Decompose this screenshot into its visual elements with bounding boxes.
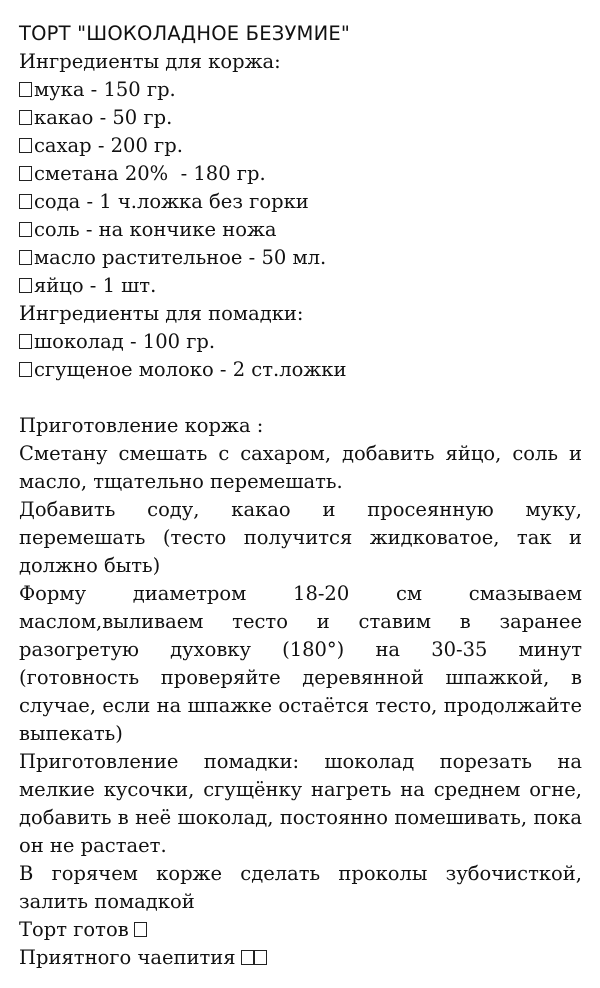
list-item bbox=[19, 76, 582, 104]
ingredient-text: шоколад - 100 гр. bbox=[34, 330, 216, 353]
checkbox-icon bbox=[19, 82, 32, 97]
checkbox-icon bbox=[19, 194, 32, 209]
list-item bbox=[19, 244, 582, 272]
checkbox-icon bbox=[19, 362, 32, 377]
step-paragraph-4: Приготовление помадки: шоколад порезать на мелкие кусочки, сгущёнку нагреть на среднем огне, добавить в неё шоколад, постоянно помешивать, пока он не растает. bbox=[19, 750, 582, 857]
cake-ready-text: Торт готов bbox=[19, 918, 129, 941]
crust-ingredients-heading: Ингредиенты для коржа: bbox=[19, 50, 281, 73]
closing-line bbox=[19, 944, 582, 972]
cake-ready-line bbox=[19, 916, 582, 944]
recipe-document bbox=[19, 20, 582, 972]
step-paragraph-2: Добавить соду, какао и просеянную муку, перемешать (тесто получится жидковатое, так и должно быть) bbox=[19, 498, 582, 577]
checkbox-icon bbox=[19, 222, 32, 237]
ingredient-text: какао - 50 гр. bbox=[34, 106, 173, 129]
list-item bbox=[19, 188, 582, 216]
crust-ingredients-list bbox=[19, 76, 582, 300]
list-item bbox=[19, 160, 582, 188]
ingredient-text: сахар - 200 гр. bbox=[34, 134, 183, 157]
list-item bbox=[19, 356, 582, 384]
step-paragraph-5: В горячем корже сделать проколы зубочисткой, залить помадкой bbox=[19, 862, 582, 913]
preparation-heading: Приготовление коржа : bbox=[19, 414, 264, 437]
ingredient-text: мука - 150 гр. bbox=[34, 78, 176, 101]
ingredient-text: сметана 20% - 180 гр. bbox=[34, 162, 266, 185]
checkbox-icon bbox=[241, 950, 254, 965]
list-item bbox=[19, 272, 582, 300]
checkbox-icon bbox=[19, 138, 32, 153]
checkbox-icon bbox=[19, 166, 32, 181]
recipe-title: ТОРТ "ШОКОЛАДНОЕ БЕЗУМИЕ" bbox=[19, 22, 351, 45]
checkbox-icon bbox=[19, 334, 32, 349]
ingredient-text: яйцо - 1 шт. bbox=[34, 274, 157, 297]
ingredient-text: масло растительное - 50 мл. bbox=[34, 246, 327, 269]
closing-text: Приятного чаепития bbox=[19, 946, 236, 969]
list-item bbox=[19, 132, 582, 160]
checkbox-icon bbox=[254, 950, 267, 965]
step-paragraph-3: Форму диаметром 18-20 см смазываем маслом,выливаем тесто и ставим в заранее разогретую духовку (180°) на 30-35 минут (готовность проверяйте деревянной шпажкой, в случае, если на шпажке остаётся тесто, продолжайте выпекать) bbox=[19, 582, 582, 745]
list-item bbox=[19, 104, 582, 132]
ingredient-text: сгущеное молоко - 2 ст.ложки bbox=[34, 358, 347, 381]
blank-line bbox=[19, 384, 582, 412]
checkbox-icon bbox=[19, 278, 32, 293]
checkbox-icon bbox=[19, 250, 32, 265]
ingredient-text: соль - на кончике ножа bbox=[34, 218, 277, 241]
list-item bbox=[19, 328, 582, 356]
ingredient-text: сода - 1 ч.ложка без горки bbox=[34, 190, 309, 213]
checkbox-icon bbox=[19, 110, 32, 125]
checkbox-icon bbox=[134, 922, 147, 937]
frosting-ingredients-heading: Ингредиенты для помадки: bbox=[19, 302, 304, 325]
frosting-ingredients-list bbox=[19, 328, 582, 384]
list-item bbox=[19, 216, 582, 244]
step-paragraph-1: Сметану смешать с сахаром, добавить яйцо, соль и масло, тщательно перемешать. bbox=[19, 442, 582, 493]
